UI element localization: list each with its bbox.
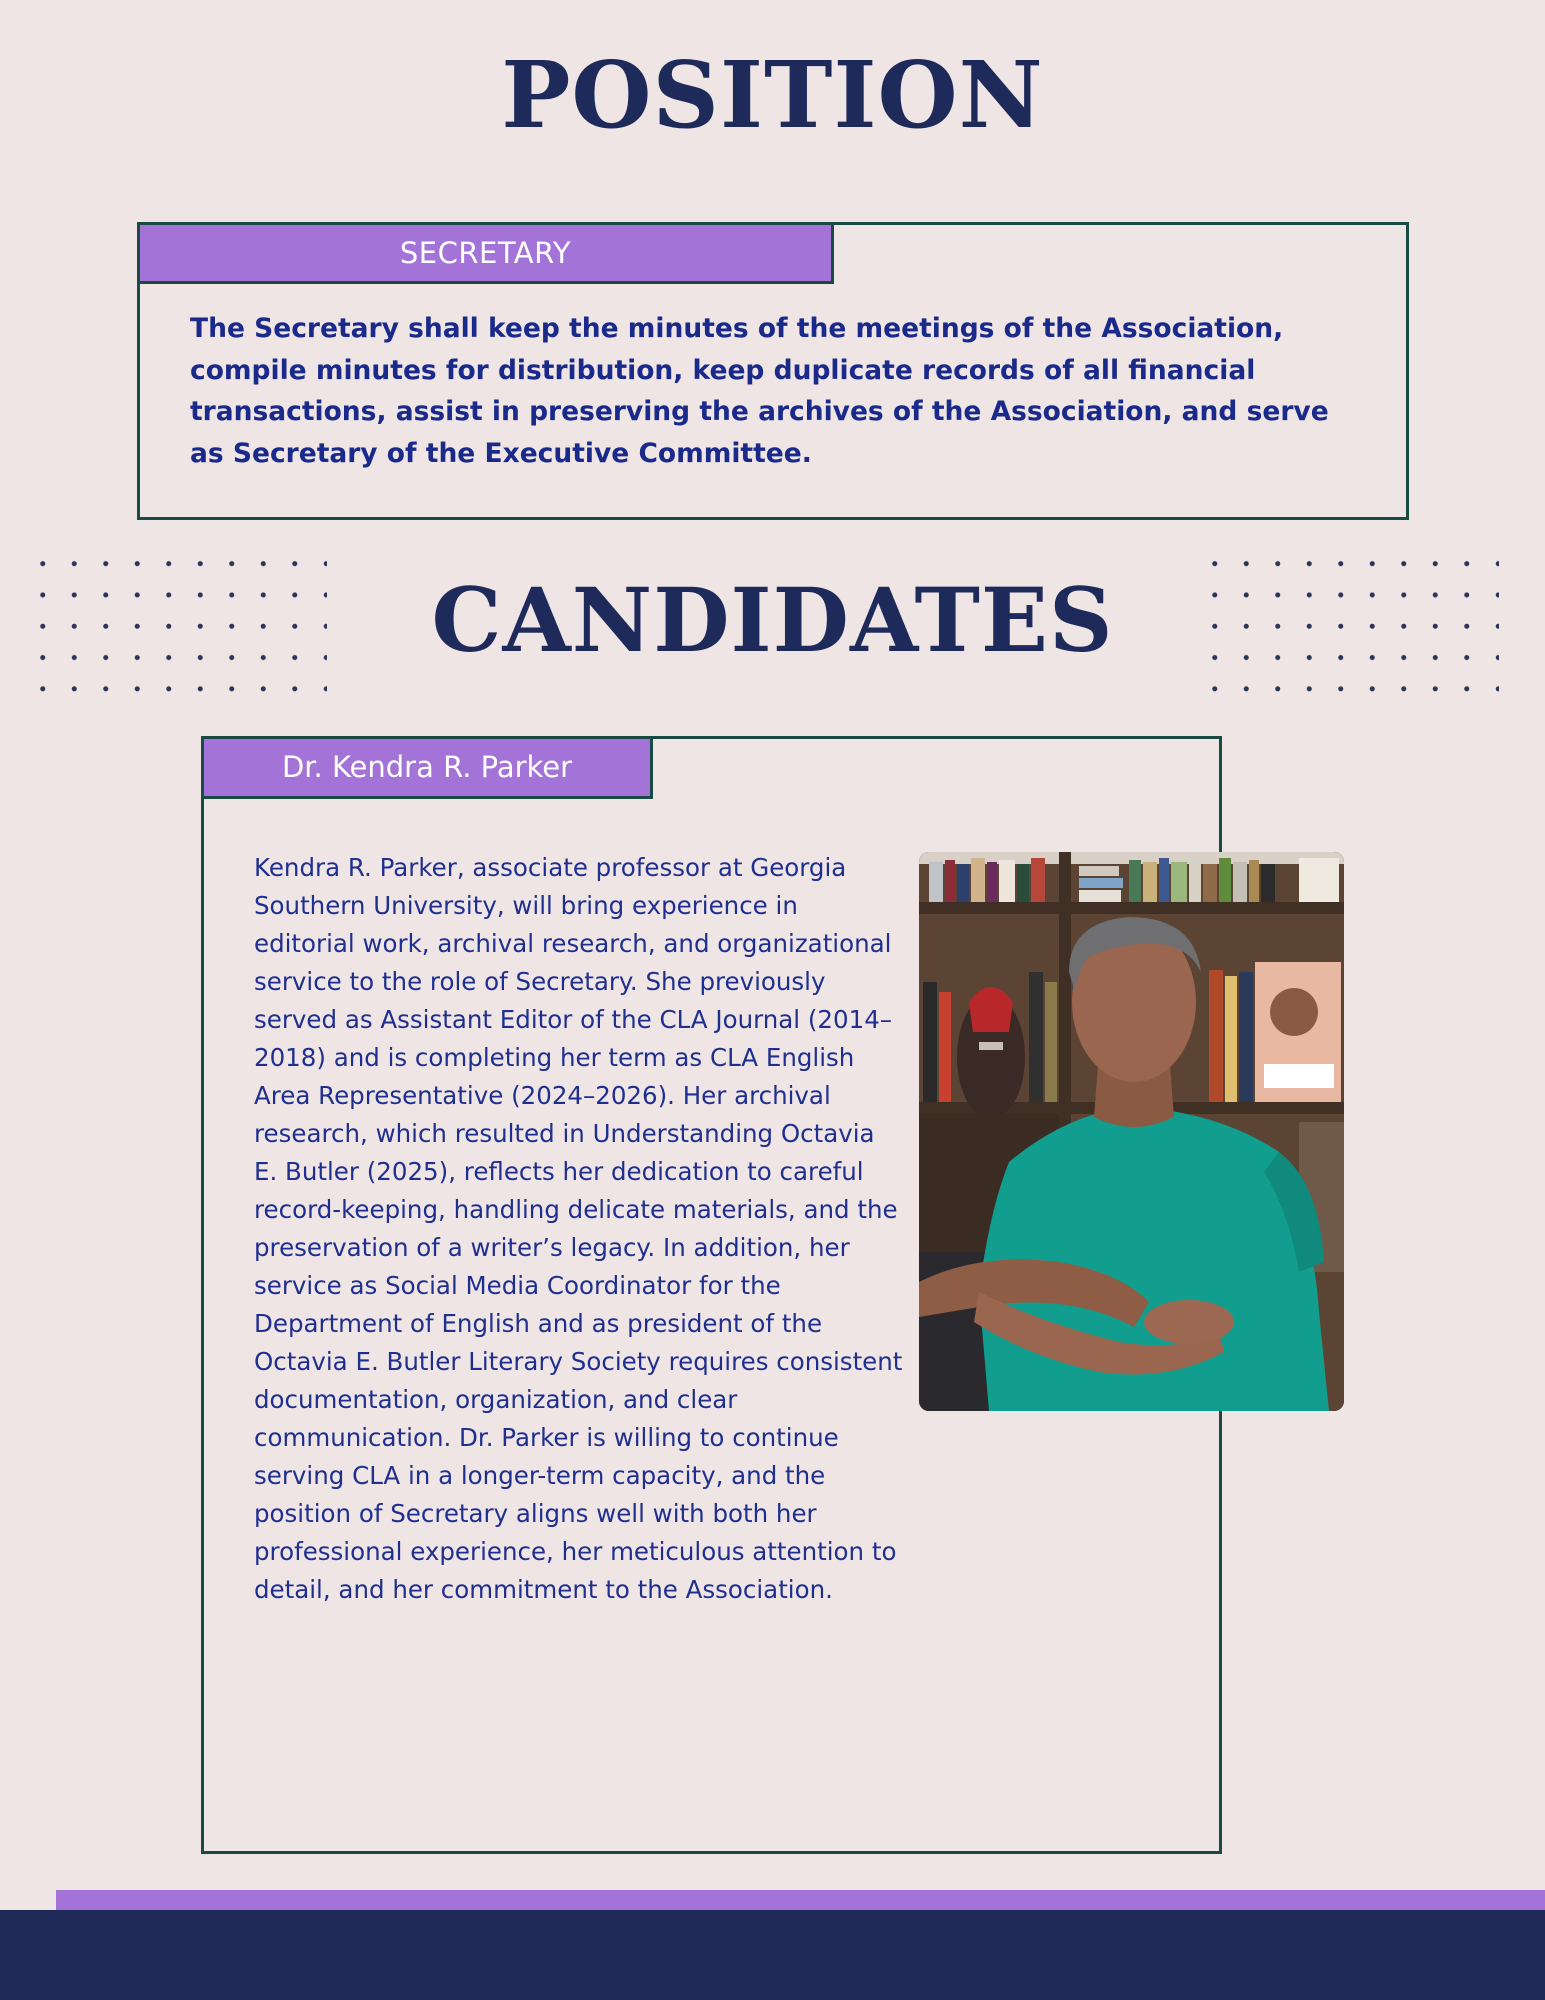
candidate-bio: Kendra R. Parker, associate professor at Georgia Southern University, will bring experience in editorial work, archival research, and organizational service to the role of Secretary. She previously served as Assistant Editor of the CLA Journal (2014–2018) and is completing her term as CLA English Area Representative (2024–2026). Her archival research, which resulted in Understanding Octavia E. Butler (2025), reflects her dedication to careful record-keeping, handling delicate materials, and the preservation of a writer’s legacy. In addition, her service as Social Media Coordinator for the Department of English and as president of the Octavia E. Butler Literary Society requires consistent documentation, organization, and clear communication. Dr. Parker is willing to continue serving CLA in a longer-term capacity, and the position of Secretary aligns well with both her professional experience, her meticulous attention to detail, and her commitment to the Association.: [254, 853, 903, 1604]
candidate-photo: [919, 852, 1344, 1411]
candidates-heading: CANDIDATES: [431, 568, 1114, 672]
candidate-name-tab: Dr. Kendra R. Parker: [201, 736, 653, 799]
footer-band: [0, 1910, 1545, 2000]
position-title-tab: SECRETARY: [137, 222, 834, 284]
position-heading: POSITION: [501, 41, 1044, 149]
position-description: The Secretary shall keep the minutes of the meetings of the Association, compile minutes for distribution, keep duplicate records of all financial transactions, assist in preserving the archives of the Association, and serve as Secretary of the Executive Committee.: [190, 313, 1329, 469]
